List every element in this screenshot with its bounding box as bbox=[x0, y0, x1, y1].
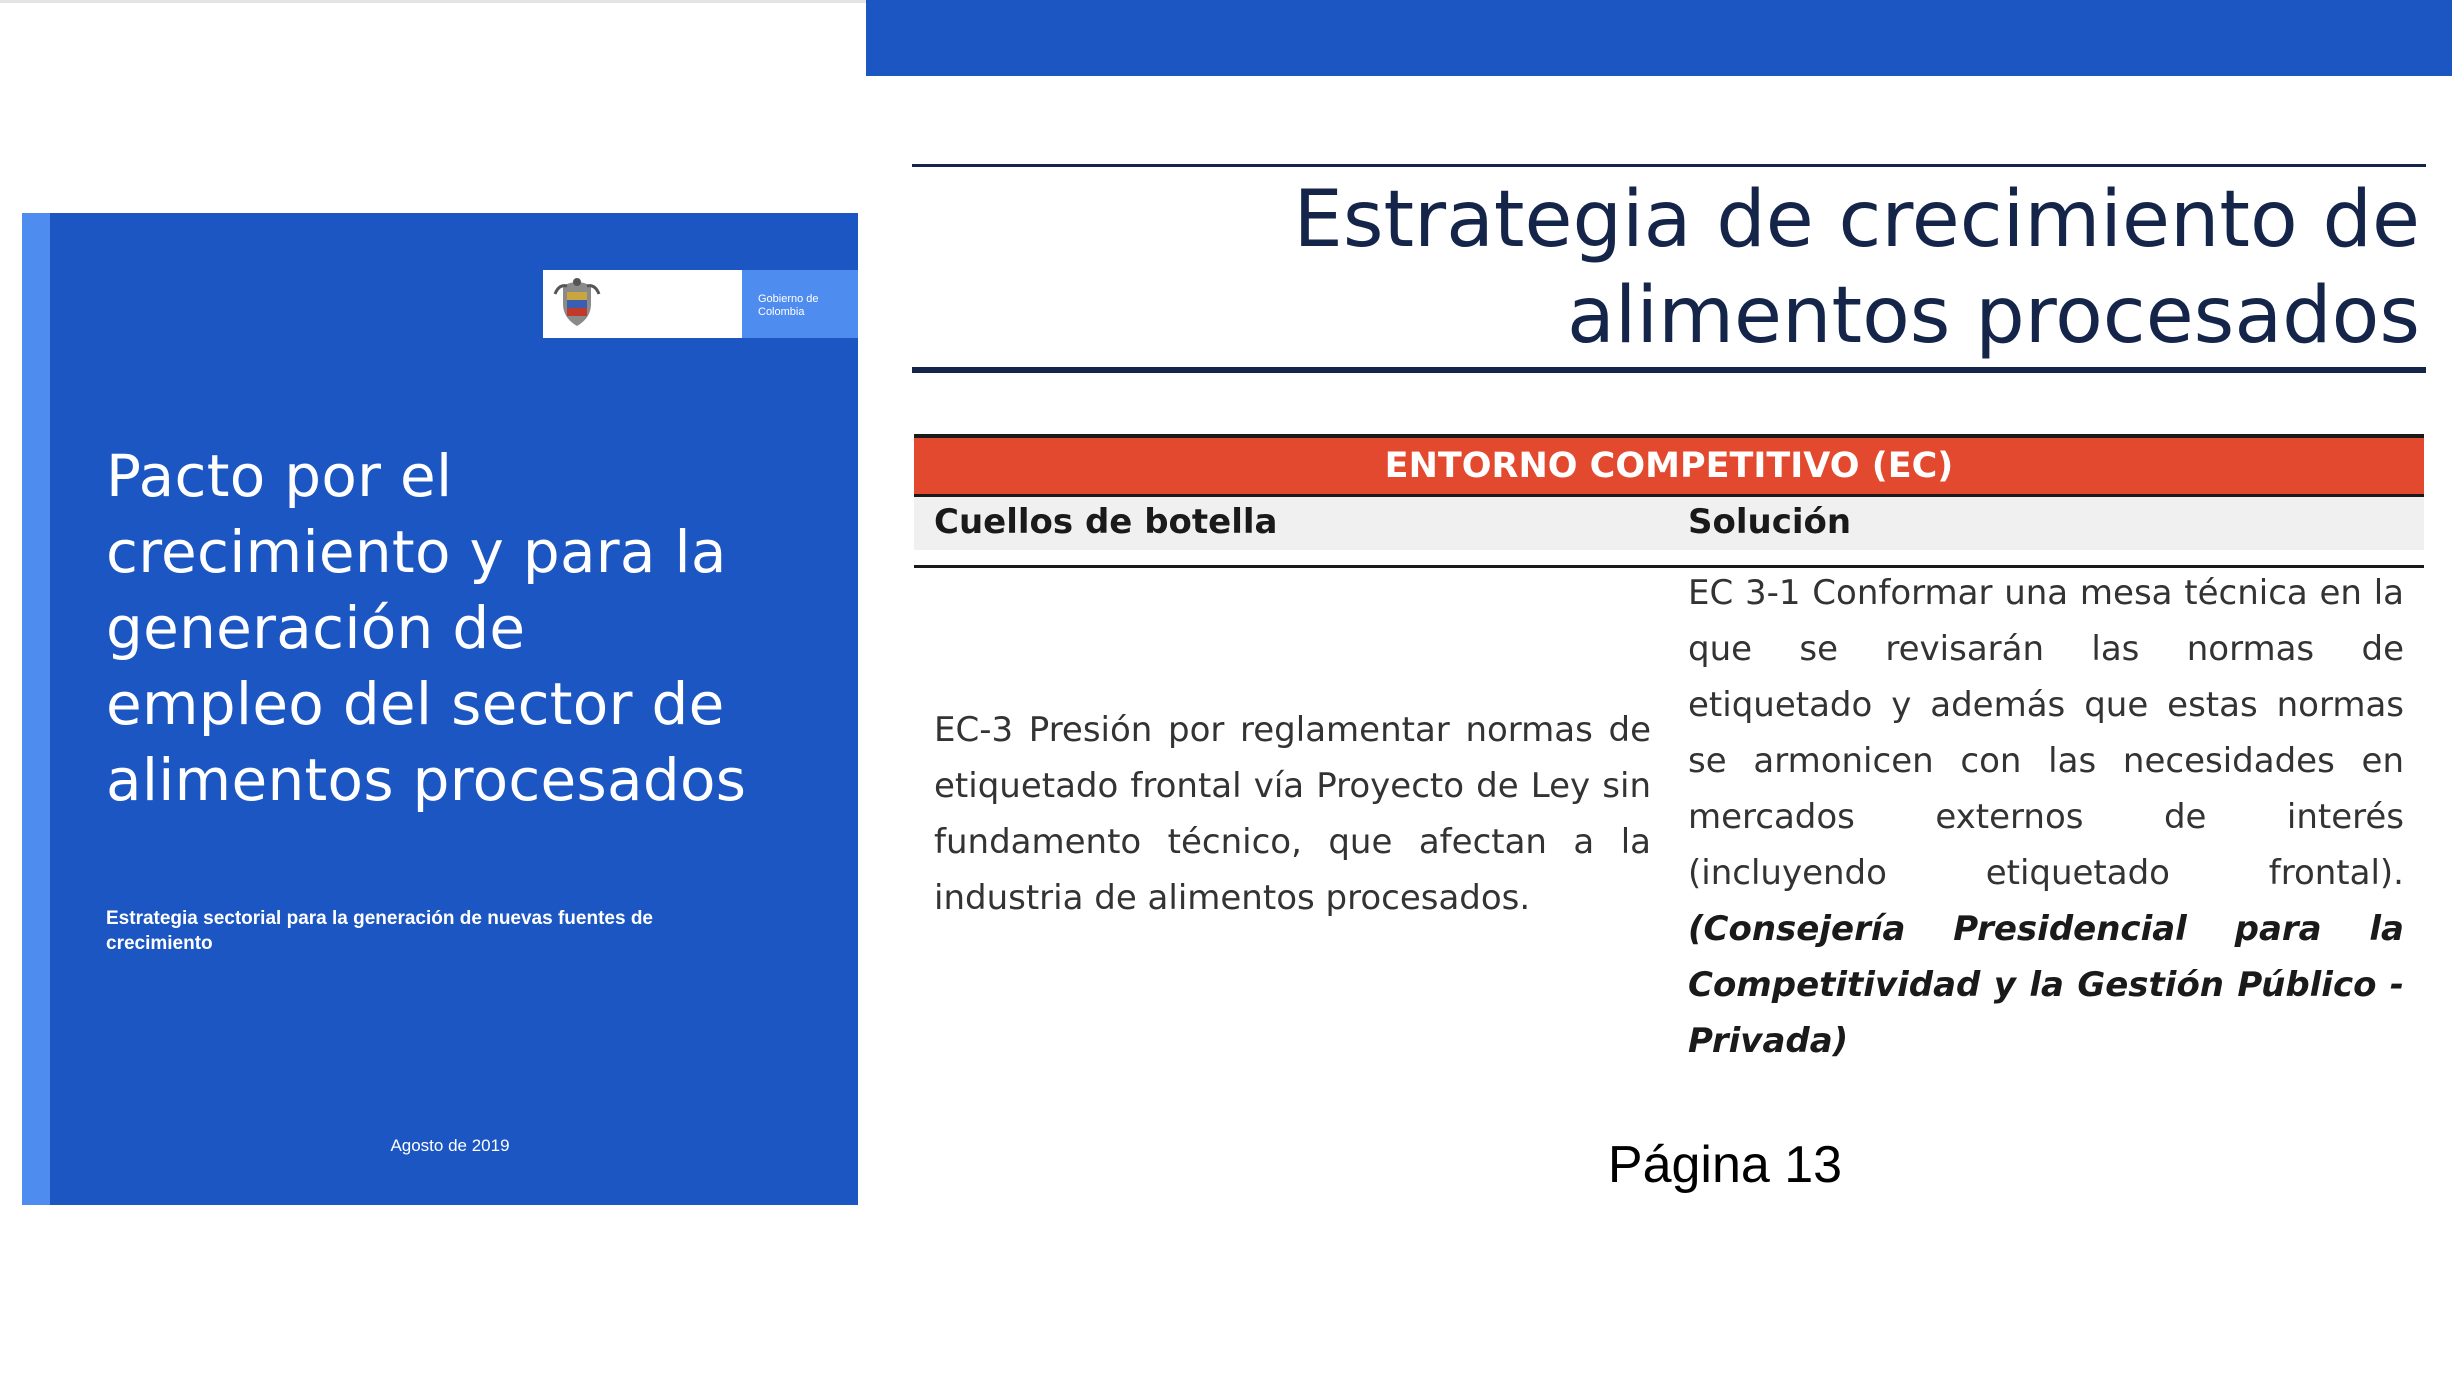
cover-title: Pacto por el crecimiento y para la generación de empleo del sector de alimentos procesados bbox=[106, 442, 747, 814]
heading-line-2: alimentos procesados bbox=[1566, 271, 2420, 361]
coat-of-arms-icon bbox=[545, 272, 609, 336]
heading-top-rule bbox=[912, 164, 2426, 167]
heading-bottom-rule bbox=[912, 367, 2426, 373]
solution-text: EC 3-1 Conformar una mesa técnica en la que se revisarán las normas de etiquetado y además que estas normas se armonicen con las necesidades en mercados externos de interés (incluyendo etiquetado frontal). bbox=[1688, 573, 2404, 893]
government-badge bbox=[742, 270, 858, 338]
table-banner: ENTORNO COMPETITIVO (EC) bbox=[914, 438, 2424, 494]
cover-subtitle: Estrategia sectorial para la generación de nuevas fuentes de crecimiento bbox=[106, 908, 653, 954]
page-reference: Página 13 bbox=[1607, 1136, 1843, 1194]
top-color-bar bbox=[866, 0, 2452, 76]
heading-line-1: Estrategia de crecimiento de bbox=[1293, 175, 2420, 265]
excerpt-heading bbox=[912, 172, 2420, 364]
bottleneck-cell: EC-3 Presión por reglamentar normas de etiquetado frontal vía Proyecto de Ley sin fundamento técnico, que afectan a la industria de alimentos procesados. bbox=[934, 710, 1651, 918]
top-divider bbox=[0, 0, 866, 3]
logo-slogan: El futuro es de todos bbox=[625, 287, 729, 321]
government-badge-label: Gobierno de Colombia bbox=[758, 293, 819, 318]
solution-citation: (Consejería Presidencial para la Competitividad y la Gestión Público - Privada) bbox=[1688, 909, 2404, 1061]
column-header-solution: Solución bbox=[1688, 502, 1852, 542]
document-cover bbox=[22, 213, 858, 1205]
cover-date: Agosto de 2019 bbox=[390, 1136, 510, 1155]
solution-cell bbox=[1688, 565, 2404, 1069]
column-header-bottlenecks: Cuellos de botella bbox=[934, 502, 1278, 542]
cover-accent-stripe bbox=[22, 213, 50, 1205]
